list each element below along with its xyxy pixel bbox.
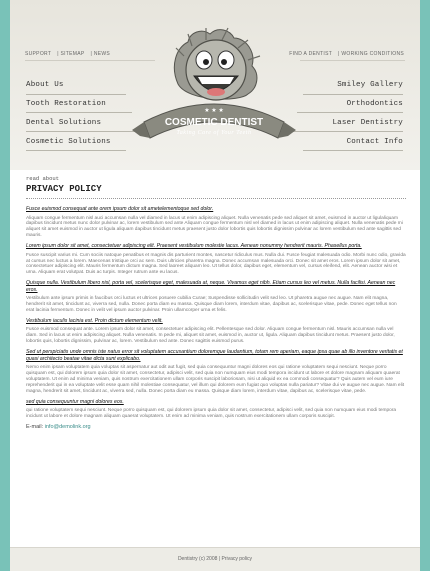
section-lead: Vestibulum iaculis lacinia est. Proin dictum elementum velit. — [26, 317, 163, 324]
page-frame — [10, 0, 420, 570]
section-paragraph: qui ratione voluptatem sequi nesciunt. Neque porro quisquam est, qui dolorem ipsum quia dolor sit amet, consectetur, adipisci velit, sed quia non numquam eius modi tempora incidunt ut labore et dolore magnam aliquam quaerat voluptatem. Ut enim ad minima veniam, quis nostrum exercitationem ullam corporis suscipit. — [26, 408, 397, 420]
section-paragraph: Nemo enim ipsam voluptatem quia voluptas sit aspernatur aut odit aut fugit, sed quia consequuntur magni dolores eos qui ratione voluptatem sequi nesciunt. Neque porro quisquam est, qui dolorem ipsum quia dolor sit amet, consectetur, adipisci velit, sed quia non numquam eius modi tempora incidunt ut labore et dolore magnam aliquam quaerat voluptatem. Ut enim ad minima veniam, quis nostrum exercitationem ullam corporis suscipit laboriosam, nisi ut aliquid ex ea commodi consequatur? Quis autem vel eum iure reprehenderit qui in ea voluptate velit esse quam nihil molestiae consequatur, vel illum qui dolorem eum fugiat quo voluptas nulla pariatur? Vitae dui ve augue nec augue. Nam elit magna, hendrerit sit amet, tincidunt ac, viverra sed, nulla. Donec porta diam eu massa. Quisque diam lorem, interdum vitae, dapibus ac, scelerisque vitae, pede. — [26, 365, 405, 394]
section-lead: Sed ut perspiciatis unde omnis iste natus error sit voluptatem accusantium doloremque laudantium, totam rem aperiam, eaque ipsa quae ab illo inventore veritatis et quasi architecto beatae vitae dicta sunt explicabo. — [26, 349, 403, 362]
topnav-find-dentist-link[interactable]: FIND A DENTIST — [289, 51, 333, 57]
topnav-sitemap-link[interactable]: SITEMAP — [60, 51, 85, 57]
section-eyebrow: read about — [26, 175, 60, 182]
page-title: PRIVACY POLICY — [26, 184, 102, 194]
menu-item-cosmetic-solutions[interactable]: Cosmetic Solutions — [26, 138, 111, 146]
dotted-divider — [26, 198, 406, 201]
divider — [303, 94, 403, 95]
email-label: E-mail: — [26, 424, 45, 431]
email-link[interactable]: info@demolink.org — [44, 424, 91, 431]
menu-item-dental-solutions[interactable]: Dental Solutions — [26, 119, 102, 127]
footer-text[interactable]: Dentistry (c) 2008 | Privacy policy — [177, 556, 253, 562]
tooth-mascot-icon — [174, 28, 260, 100]
section-paragraph: Aliquam congue fermentum nisl auci accumsan nulla vel diamed in lacus ut enim adipiscing aliquet. Nulla venenatis pede sed aliquet sit amet, euismod in auctor ut ligulaliquam dapibus tincidunt metus nunc dolor pulvinar ac, lorem vestibulum sed ante Aliquam congue fermentum nisl vel diamed in lacus ut enim adipiscing aliquet. Nulla venenatis pede mi aliquet sit amet euismod in auctor ut ligula aliquam dapibus tincidunt metus praesent justo dolor lobortis quis lobortis dignissim pulvinar ac lorem vestibulum sed ante sagittis sed mauris. — [26, 215, 403, 239]
divider — [26, 94, 126, 95]
logo-tagline: Taking Care of Your Teeth — [176, 130, 252, 136]
menu-item-orthodontics[interactable]: Orthodontics — [346, 100, 403, 108]
section-paragraph: Vestibulum ante ipsum primis in faucibus orci luctus et ultrices posuere cubilia Curae; Suspendisse sollicitudin velit sed leo. Ut pharetra augue nec augue. Nam elit magna, hendrerit sit amet, tincidunt ac, viverra sed, nulla. Donec porta diam eu massa. Quisque diam lorem, interdum vitae, dapibus ac, scelerisque vitae, pede. Donec eget tellus non erat lacinia fermentum. Donec in velit vel ipsum auctor pulvinar. Proin ullamcorper urna et felis. — [26, 296, 397, 314]
menu-item-laser-dentistry[interactable]: Laser Dentistry — [332, 119, 403, 127]
divider — [26, 131, 138, 132]
divider — [291, 131, 403, 132]
section-lead: Quisque nulla. Vestibulum libero nisl, porta vel, scelerisque eget, malesuada at, neque. Vivamus eget nibh. Etiam cursus leo vel metus. Nulla facilisi. Aenean nec eros. — [26, 280, 396, 293]
divider — [26, 150, 126, 151]
divider — [300, 60, 405, 61]
email-line — [26, 424, 406, 430]
main-content — [26, 175, 406, 430]
section-paragraph: Fusce euismod consequat ante. Lorem ipsum dolor sit amet, consectetuer adipiscing elit. Pellentesque sed dolor. Aliquam congue fermentum nisl. Mauris accumsan nulla vel diam. Sed in lacus ut enim adipiscing aliquet. Nulla venenatis. In pede mi, aliquet sit amet, euismod in, auctor ut, ligula. Aliquam dapibus tincidunt metus. Praesent justo dolor, lobortis quis, lobortis dignissim, pulvinar ac, lorem. Vestibulum sed ante. Donec sagittis euismod purus. — [26, 327, 395, 345]
star-icon: ★ ★ ★ — [204, 108, 224, 114]
site-header — [10, 0, 420, 170]
menu-item-tooth-restoration[interactable]: Tooth Restoration — [26, 100, 106, 108]
section-lead: sed quia consequuntur magni dolores eos. — [26, 398, 124, 405]
top-nav-left: SUPPORT | SITEMAP | NEWS — [25, 51, 111, 57]
section-lead: Lorem ipsum dolor sit amet, consectetuer adipiscing elit. Praesent vestibulum molestie lacus. Aenean nonummy hendrerit mauris. Phasellus porta. — [26, 243, 362, 250]
logo-title: COSMETIC DENTIST — [164, 117, 264, 128]
menu-item-contact-info[interactable]: Contact Info — [346, 138, 403, 146]
site-footer — [10, 547, 420, 571]
topnav-news-link[interactable]: NEWS — [93, 51, 111, 57]
divider — [303, 150, 403, 151]
divider — [26, 112, 132, 113]
top-nav-right: FIND A DENTIST | WORKING CONDITIONS — [289, 51, 404, 57]
logo[interactable] — [130, 26, 298, 156]
section-paragraph: Fusce suscipit varius mi. Cum sociis natoque penatibus et magnis dis parturient montes, nascetur ridiculus mus. Nulla dui. Fusce feugiat malesuada odio. Morbi nunc odio, gravida at cursus nec luctus a lorem. Maecenas tristique orci ac sem. Duis ultricies pharetra magna. Donec accumsan malesuada orci. Donec sit amet eros. Lorem ipsum dolor sit amet, consectetuer adipiscing elit. Mauris fermentum dictum magna. Sed laoreet aliquam leo. Ut tellus dolor, dapibus eget, elementum vel, cursus eleifend, elit. Aenean auctor wisi et urna. Aliquam erat volutpat. Duis ac turpis. Integer rutrum ante eu lacus. — [26, 252, 406, 276]
divider — [297, 112, 403, 113]
topnav-working-conditions-link[interactable]: WORKING CONDITIONS — [341, 51, 404, 57]
menu-item-about-us[interactable]: About Us — [26, 81, 64, 89]
section-lead: Fusce euismod consequat ante orem ipsum dolor sit ametelementoque sed dolor. — [26, 206, 214, 212]
topnav-support-link[interactable]: SUPPORT — [25, 51, 52, 57]
menu-item-smiley-gallery[interactable]: Smiley Gallery — [337, 81, 403, 89]
